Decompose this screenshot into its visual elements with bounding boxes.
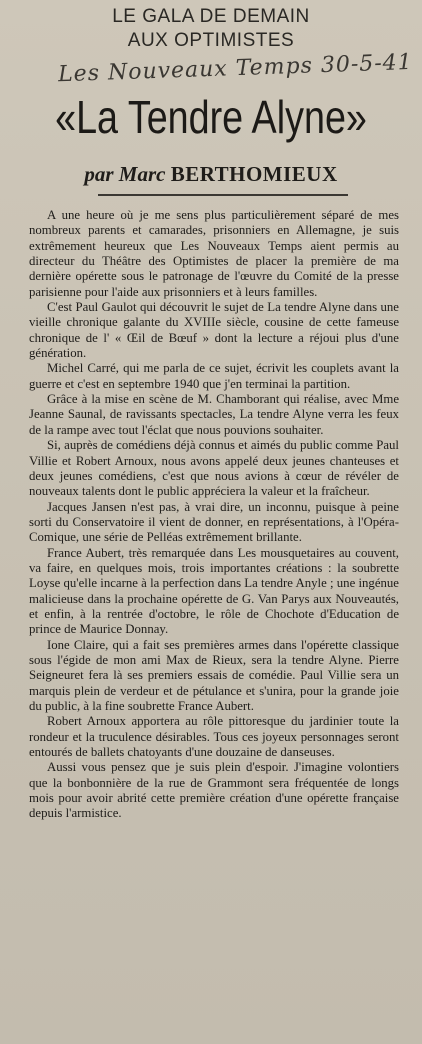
paragraph: Ione Claire, qui a fait ses premières armes dans l'opérette classique sous l'égide de mon ami Max de Rieux, sera la tendre Alyne. Pierre Seigneuret fera là ses premiers essais de comédie. Paul Villie sera un marquis plein de verdeur et de pétulance et s'unira, pour la grande joie du public, à la fine soubrette France Aubert. [29,637,399,713]
paragraph: France Aubert, très remarquée dans Les mousquetaires au couvent, va faire, en quelques mois, trois importantes créations : la soubrette Loyse qu'elle incarne à la perfection dans La tendre Anyle ; une ingénue malicieuse dans la prochaine opérette de G. Van Parys aux Nouveautés, et enfin, à la rentrée d'octobre, le rôle de Chochote d'Education de prince de Maurice Donnay. [29,545,399,637]
handwritten-note: Les Nouveaux Temps 30-5-41 [57,49,414,88]
headline: «La Tendre Alyne» [55,91,367,143]
paragraph: Robert Arnoux apportera au rôle pittoresque du jardinier toute la rondeur et la truculence désirables. Tous ces joyeux personnages seront entourés de ballets chatoyants d'une douzaine de danseuses. [29,714,399,760]
paragraph: Grâce à la mise en scène de M. Chamborant qui réalise, avec Mme Jeanne Saunal, de ravissants spectacles, La tendre Alyne verra les feux de la rampe avec tout l'éclat que nous pouvions souhaiter. [29,392,399,437]
paragraph: C'est Paul Gaulot qui découvrit le sujet de La tendre Alyne dans une vieille chronique galante du XVIIIe siècle, cousine de cette fameuse chronique de l' « Œil de Bœuf » dont la lecture a réjoui plus d'une génération. [29,300,399,361]
byline-prefix: par Marc [84,162,166,186]
byline-rule [98,194,348,196]
paragraph: Si, auprès de comédiens déjà connus et aimés du public comme Paul Villie et Robert Arnoux, nous avons appelé deux jeunes chanteuses et deux jeunes comédiens, c'est que nous avions à cœur de révéler de nouveaux talents dont le public appréciera la valeur et la fraîcheur. [29,438,399,499]
paragraph: Aussi vous pensez que je suis plein d'espoir. J'imagine volontiers que la bonbonnière de la rue de Grammont sera fréquentée de longs mois pour avoir abrité cette première création d'une opérette française depuis l'armistice. [29,760,399,821]
kicker-line-1: LE GALA DE DEMAIN [112,6,310,27]
byline-author: BERTHOMIEUX [170,162,338,186]
byline [0,162,422,187]
kicker-line-2: AUX OPTIMISTES [127,30,295,51]
paragraph: Jacques Jansen n'est pas, à vrai dire, un inconnu, puisque à peine sorti du Conservatoire il vient de donner, en représentations, à l'Opéra-Comique, une série de Pelléas extrêmement brillante. [29,499,399,545]
paragraph: A une heure où je me sens plus particulièrement séparé de mes nombreux parents et camarades, prisonniers en Allemagne, je suis extrêmement heureux que Les Nouveaux Temps aient permis au directeur du Théâtre des Optimistes de placer la première de ma dernière opérette sous le patronage de l'œuvre du Comité de la presse parisienne pour l'aide aux prisonniers et à leurs familles. [29,208,399,299]
paragraph: Michel Carré, qui me parla de ce sujet, écrivit les couplets avant la guerre et c'est en septembre 1940 que j'en terminai la partition. [29,361,399,391]
article-body [29,208,399,822]
